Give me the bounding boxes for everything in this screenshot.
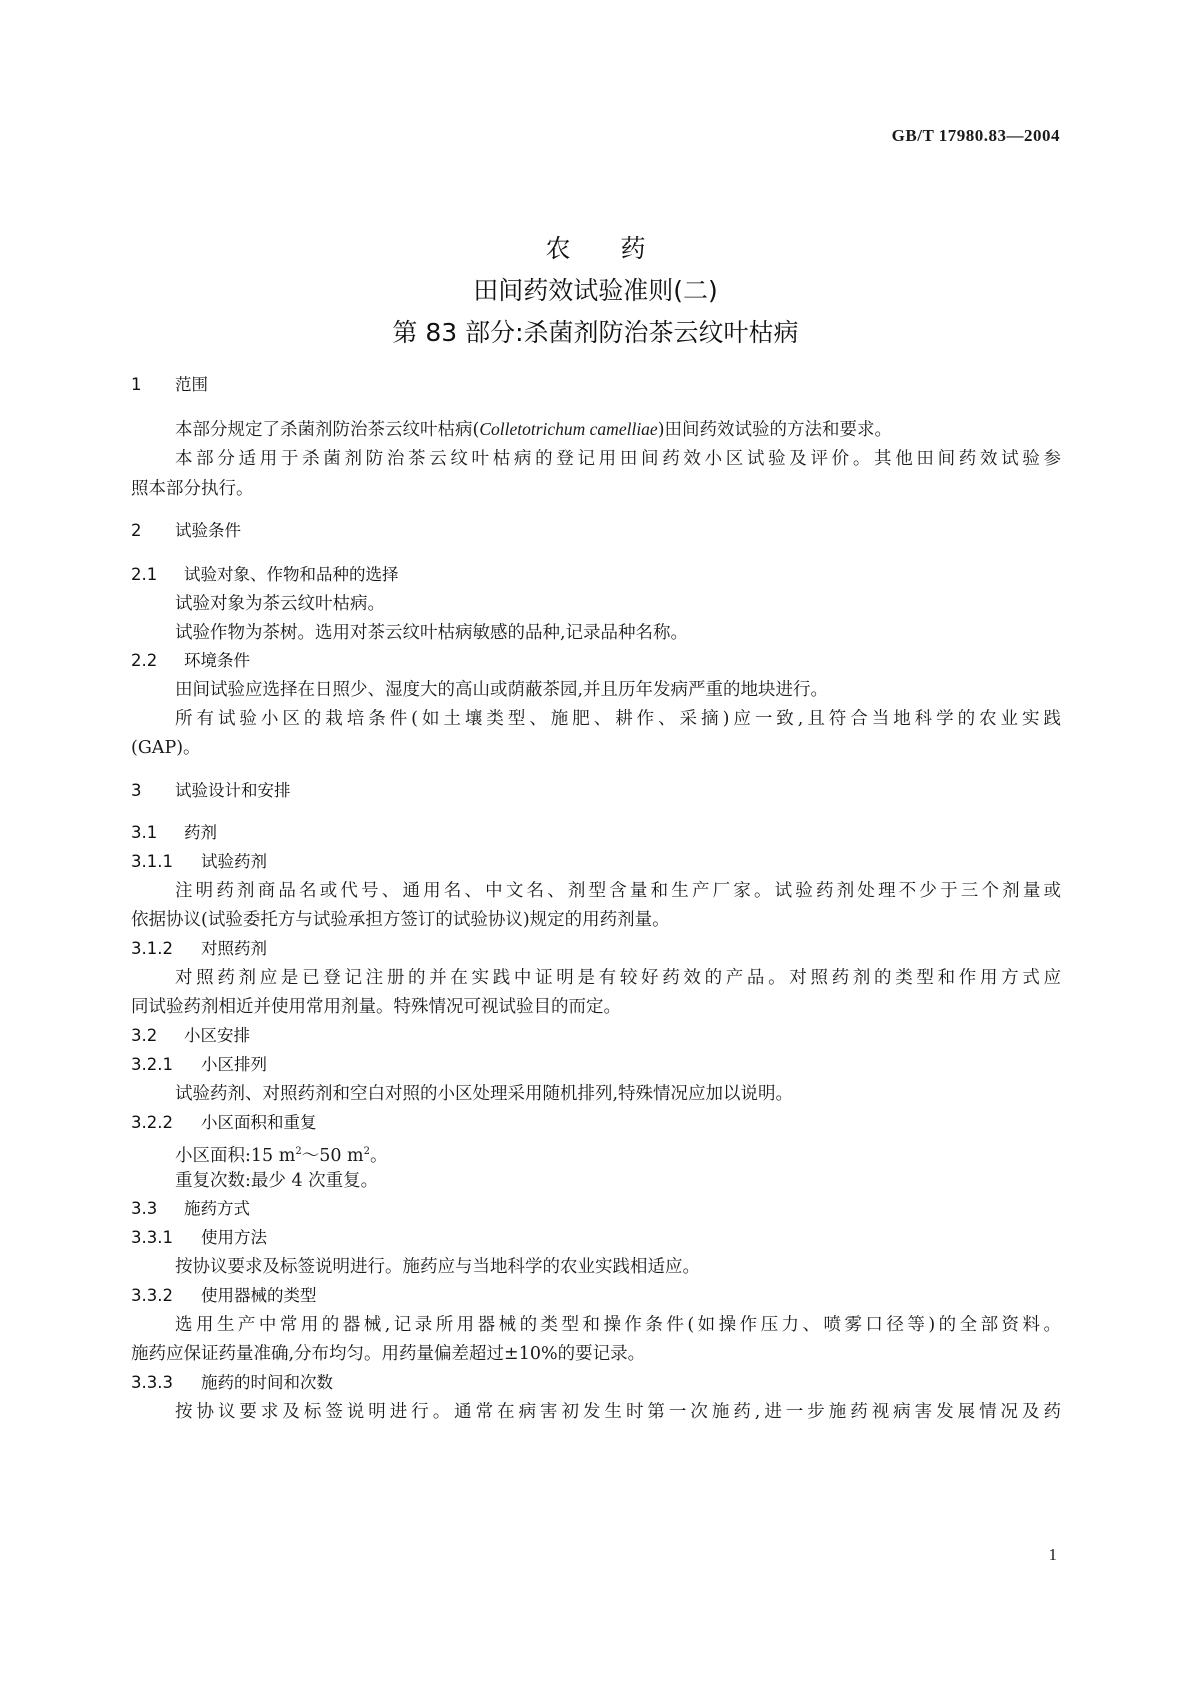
standard-code: GB/T 17980.83—2004 [891,126,1060,145]
section-2-2-paragraph-2-line-1: 所有试验小区的栽培条件(如土壤类型、施肥、耕作、采摘)应一致,且符合当地科学的农业实践 [175,709,1061,729]
section-3-heading: 3 试验设计和安排 [131,781,291,800]
section-3-1-1-line-1: 注明药剂商品名或代号、通用名、中文名、剂型含量和生产厂家。试验药剂处理不少于三个剂量或 [175,881,1061,901]
section-2-heading: 2 试验条件 [131,521,241,540]
section-3-2-2-replicates: 重复次数:最少 4 次重复。 [175,1171,379,1191]
section-3-3-3-line-1: 按协议要求及标签说明进行。通常在病害初发生时第一次施药,进一步施药视病害发展情况及药 [175,1402,1061,1422]
title-line-1: 农 药 [545,234,646,263]
section-3-3-2-heading: 3.3.2 使用器械的类型 [131,1286,317,1305]
section-2-1-heading: 2.1 试验对象、作物和品种的选择 [131,565,399,584]
section-1-paragraph-1: 本部分规定了杀菌剂防治茶云纹叶枯病(Colletotrichum camelliae)田间药效试验的方法和要求。 [175,419,893,440]
section-3-3-heading: 3.3 施药方式 [131,1199,250,1218]
section-3-3-2-line-2: 施药应保证药量准确,分布均匀。用药量偏差超过±10%的要记录。 [131,1344,646,1364]
section-3-1-2-line-2: 同试验药剂相近并使用常用剂量。特殊情况可视试验目的而定。 [131,997,621,1017]
section-3-1-2-heading: 3.1.2 对照药剂 [131,939,267,958]
document-title [0,228,1191,354]
section-3-1-1-line-2: 依据协议(试验委托方与试验承担方签订的试验协议)规定的用药剂量。 [131,910,670,930]
section-2-1-paragraph-1: 试验对象为茶云纹叶枯病。 [175,594,385,614]
section-3-2-1-paragraph: 试验药剂、对照药剂和空白对照的小区处理采用随机排列,特殊情况应加以说明。 [175,1084,794,1104]
title-line-3: 第 83 部分:杀菌剂防治茶云纹叶枯病 [392,318,799,347]
section-3-2-1-heading: 3.2.1 小区排列 [131,1055,267,1074]
section-2-2-heading: 2.2 环境条件 [131,651,250,670]
section-1-paragraph-2-line-1: 本部分适用于杀菌剂防治茶云纹叶枯病的登记用田间药效小区试验及评价。其他田间药效试验参 [175,449,1061,469]
section-3-1-1-heading: 3.1.1 试验药剂 [131,852,267,871]
page-number: 1 [1048,1545,1057,1564]
title-line-2: 田间药效试验准则(二) [473,276,718,305]
section-3-2-2-heading: 3.2.2 小区面积和重复 [131,1113,317,1132]
section-3-3-3-heading: 3.3.3 施药的时间和次数 [131,1373,333,1392]
section-3-3-1-heading: 3.3.1 使用方法 [131,1228,267,1247]
section-3-2-heading: 3.2 小区安排 [131,1026,250,1045]
section-3-2-2-area: 小区面积:15 $m^2\sim 50$ $m^2$。 [175,1146,388,1166]
section-2-2-paragraph-1: 田间试验应选择在日照少、湿度大的高山或荫蔽茶园,并且历年发病严重的地块进行。 [175,680,829,700]
latin-name: Colletotrichum camelliae [479,419,658,439]
section-3-1-2-line-1: 对照药剂应是已登记注册的并在实践中证明是有较好药效的产品。对照药剂的类型和作用方式应 [175,968,1061,988]
section-2-2-paragraph-2-line-2: (GAP)。 [131,738,201,758]
section-1-paragraph-2-line-2: 照本部分执行。 [131,479,254,499]
section-3-3-1-paragraph: 按协议要求及标签说明进行。施药应与当地科学的农业实践相适应。 [175,1257,700,1277]
section-3-1-heading: 3.1 药剂 [131,823,217,842]
section-3-3-2-line-1: 选用生产中常用的器械,记录所用器械的类型和操作条件(如操作压力、喷雾口径等)的全部资料。 [175,1315,1061,1335]
section-2-1-paragraph-2: 试验作物为茶树。选用对茶云纹叶枯病敏感的品种,记录品种名称。 [175,623,689,643]
section-1-heading: 1 范围 [131,375,208,394]
